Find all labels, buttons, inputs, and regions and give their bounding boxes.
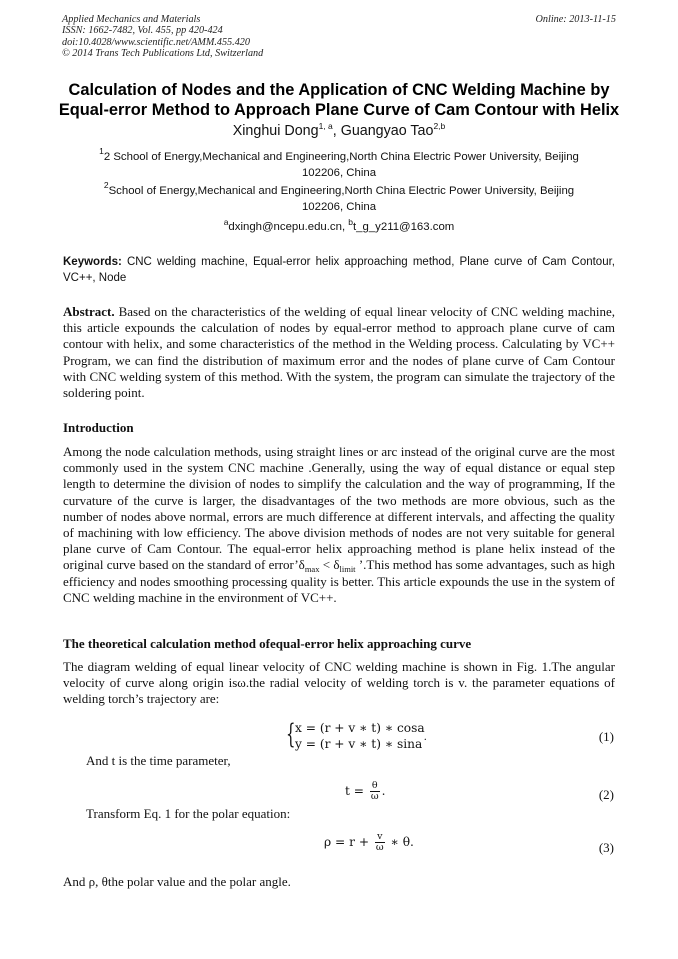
doi-line: doi:10.4028/www.scientific.net/AMM.455.420: [62, 36, 250, 48]
introduction-heading: Introduction: [63, 420, 134, 435]
journal-header: [62, 14, 616, 60]
author-list: [40, 122, 638, 140]
equation-3-rhs: ∗ θ.: [386, 835, 414, 849]
and-t-text: And t is the time parameter,: [86, 753, 231, 768]
online-date: Online: 2013-11-15: [535, 14, 616, 25]
author-separator: ,: [332, 123, 341, 139]
author-2: Guangyao Tao: [340, 123, 434, 139]
equation-2-numerator: θ: [370, 781, 380, 792]
email-b-sup: b: [348, 217, 354, 227]
equation-1-tail: ˙: [422, 737, 429, 751]
equation-2-number: (2): [598, 787, 614, 802]
equation-2-denominator: ω: [370, 791, 379, 802]
affiliation-1-line-2: 102206, China: [301, 166, 377, 179]
and-rho-text: And ρ, θthe polar value and the polar angle.: [63, 874, 291, 889]
sub-max: max: [304, 564, 320, 575]
sub-limit: limit: [339, 564, 356, 575]
author-1-sup: 1, a: [318, 121, 333, 131]
abstract-text: Based on the characteristics of the welding of equal linear velocity of CNC welding machine, this article expounds the calculation of nodes by equal-error method to approach plane curve of cam contour with helix, and some characteristics of the method in the Welding process. Calculating by VC++ Program, we can find the distribution of maximum error and the nodes of plane curve of Cam Contour with CNC welding system of this method. With the system, the program can simulate the trajectory of the soldering point.: [63, 304, 615, 401]
equation-3-denominator: ω: [375, 842, 384, 853]
author-1: Xinghui Dong: [232, 123, 319, 139]
copyright-line: © 2014 Trans Tech Publications Ltd, Switzerland: [62, 48, 264, 60]
equation-2: [345, 781, 385, 802]
affiliation-1-line-1: 2 School of Energy,Mechanical and Engineering,North China Electric Power University, Beijing: [103, 151, 579, 163]
intro-text-before: Among the node calculation methods, using straight lines or arc instead of the original curve are the most commonly used in the system CNC machine .Generally, using the way of equal distance or equal step length to determine the division of nodes to simplify the calculation and the way of programming, If the curvature of the curve is larger, the disadvantages of the two methods are more obvious, such as the number of nodes above normal, errors are much difference at different intervals, and affecting the quality of machining with low efficiency. The above division methods of nodes are not very suitable for general plane curve of Cam Contour. The equal-error helix approaching method is plane helix instead of the original curve based on the standard of error’: [63, 444, 615, 573]
issn-line: ISSN: 1662-7482, Vol. 455, pp 420-424: [62, 25, 223, 37]
email-a-sup: a: [223, 217, 229, 227]
abstract: [63, 304, 615, 401]
equation-3: [324, 832, 414, 853]
author-emails: [40, 217, 638, 235]
intro-text-after: ’.This method has some advantages, such as high efficiency and nodes smoothing processing quality is better. This article expounds the use in the system of CNC welding machine in the environment of VC++.: [63, 557, 615, 605]
email-b[interactable]: t_g_y211@163.com: [353, 221, 455, 233]
affiliation-1-sup: 1: [99, 146, 104, 156]
keywords-label: Keywords:: [63, 256, 122, 268]
author-2-sup: 2,b: [433, 121, 446, 131]
abstract-label: Abstract.: [63, 304, 115, 319]
transform-text: Transform Eq. 1 for the polar equation:: [86, 806, 291, 821]
affiliation-2: [59, 180, 619, 216]
equation-3-number: (3): [598, 840, 614, 855]
affiliation-2-sup: 2: [103, 180, 109, 190]
equation-1-brace: {: [286, 719, 296, 750]
equation-2-tail: .: [381, 784, 386, 798]
title-line-1: Calculation of Nodes and the Application of CNC Welding Machine by: [68, 81, 610, 99]
keywords-text: CNC welding machine, Equal-error helix approaching method, Plane curve of Cam Contour, VC++, Node: [63, 256, 615, 284]
delta-max: δ: [298, 557, 305, 573]
affiliation-1: [59, 146, 619, 182]
equation-3-numerator: v: [375, 832, 385, 843]
delta-limit: δ: [333, 557, 340, 573]
equation-1-line-2: y = (r + v ∗ t) ∗ sina: [295, 737, 423, 751]
affiliation-2-line-2: 102206, China: [301, 200, 377, 213]
less-than: <: [319, 557, 334, 573]
email-a[interactable]: dxingh@ncepu.edu.cn,: [228, 221, 349, 233]
equation-3-fraction: [375, 832, 385, 853]
keywords: [63, 255, 615, 286]
equation-2-lhs: t =: [345, 784, 368, 798]
introduction-body: [63, 444, 615, 606]
affiliation-2-line-1: School of Energy,Mechanical and Engineering,North China Electric Power University, Beijing: [108, 185, 575, 197]
equation-2-fraction: [370, 781, 380, 802]
theory-heading: The theoretical calculation method ofequal-error helix approaching curve: [63, 636, 472, 651]
equation-1-number: (1): [598, 729, 614, 744]
equation-1-line-1: x = (r + v ∗ t) ∗ cosa: [295, 721, 425, 735]
paper-title: [50, 80, 628, 120]
title-line-2: Equal-error Method to Approach Plane Curve of Cam Contour with Helix: [58, 101, 620, 119]
equation-3-lhs: ρ = r +: [324, 835, 373, 849]
theory-body: The diagram welding of equal linear velocity of CNC welding machine is shown in Fig. 1.The angular velocity of curve along origin isω.the radial velocity of welding torch is v. the parameter equations of welding torch’s trajectory are:: [63, 659, 615, 707]
journal-name: Applied Mechanics and Materials: [62, 14, 201, 25]
